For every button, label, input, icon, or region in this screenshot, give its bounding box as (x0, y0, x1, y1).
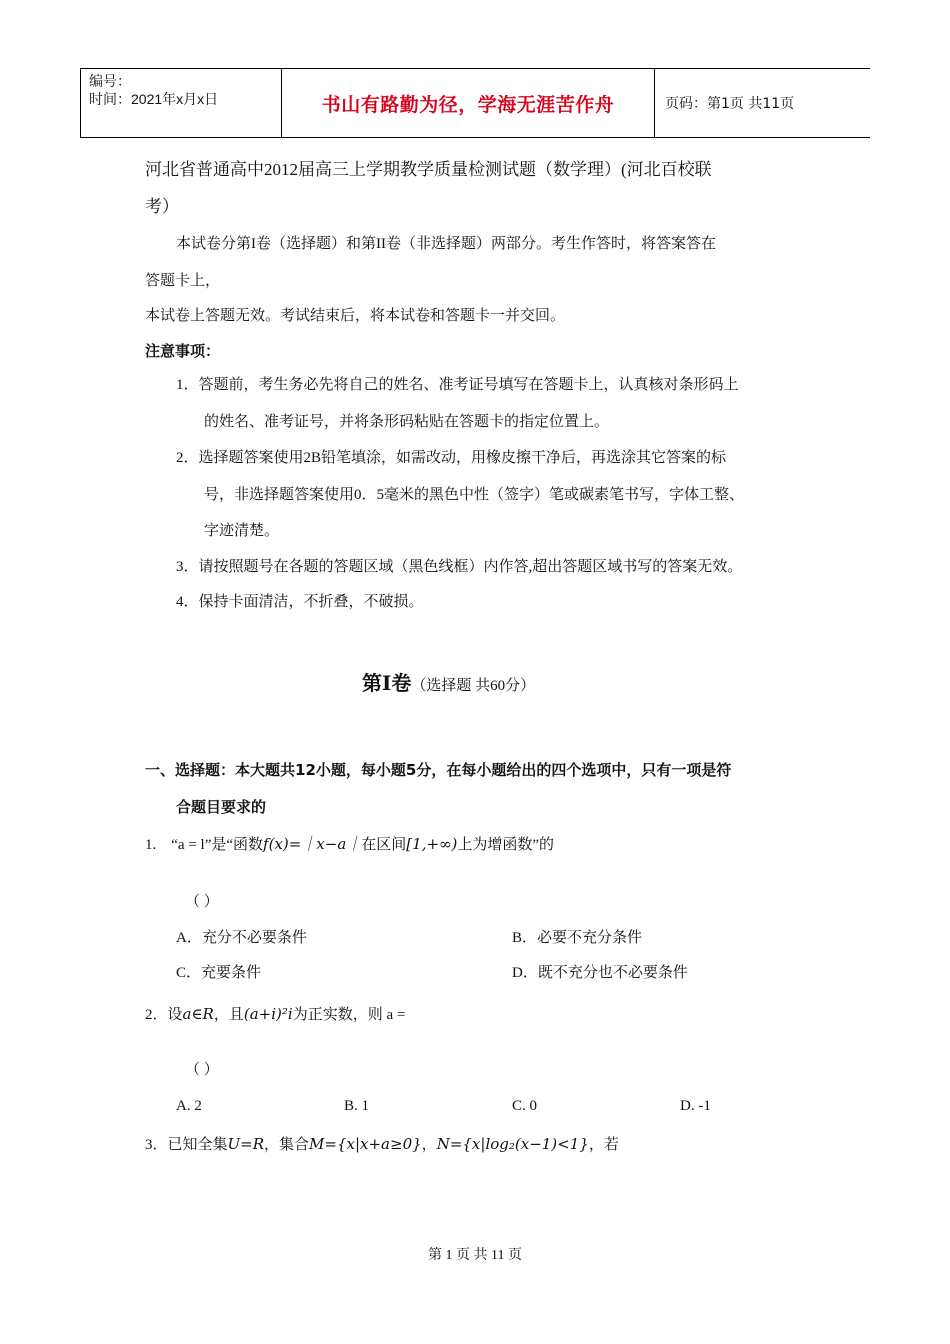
question-1-answer-paren: （ ） (185, 894, 219, 910)
question-2-text-a: ，且 (213, 1007, 244, 1023)
question-1 (145, 834, 554, 855)
document-title-line2: 考） (145, 197, 179, 216)
question-3 (145, 1134, 619, 1155)
question-1-text-c: 上为增函数”的 (457, 837, 555, 853)
question-2 (145, 1004, 405, 1025)
question-2-option-d: D. -1 (680, 1098, 711, 1114)
question-2-option-b: B. 1 (344, 1098, 370, 1114)
document-title-line1: 河北省普通高中2012届高三上学期教学质量检测试题（数学理）(河北百校联 (145, 160, 712, 179)
question-1-interval: [1,+∞) (406, 835, 458, 853)
part1-heading-line1: 一、选择题：本大题共12小题，每小题5分，在每小题给出的四个选项中，只有一项是符 (145, 761, 732, 779)
question-1-option-d: D．既不充分也不必要条件 (512, 965, 688, 981)
question-1-text-a: “a = l”是“函数 (171, 837, 264, 853)
note-1a: 1．答题前，考生务必先将自己的姓名、准考证号填写在答题卡上，认真核对条形码上 (176, 377, 739, 393)
question-3-set-n: N={x|log₂(x−1)<1} (436, 1135, 589, 1153)
question-3-universal-set: U=R (227, 1135, 265, 1153)
page-header (80, 68, 870, 138)
question-2-text-b: 为正实数，则 a = (292, 1007, 406, 1023)
intro-line1: 本试卷分第I卷（选择题）和第II卷（非选择题）两部分。考生作答时，将答案答在 (176, 236, 716, 252)
question-1-text-b: 在区间 (361, 837, 407, 853)
notes-title: 注意事项： (145, 342, 221, 360)
question-2-option-a: A. 2 (176, 1098, 202, 1114)
document-number-label: 编号： (89, 73, 131, 89)
question-1-function: f(x)=｜x−a｜ (263, 835, 362, 853)
question-2-number: 2．设 (145, 1007, 183, 1023)
question-2-answer-paren: （ ） (185, 1062, 219, 1078)
note-3: 3．请按照题号在各题的答题区域（黑色线框）内作答,超出答题区域书写的答案无效。 (176, 559, 743, 575)
question-2-expression: (a+i)²i (243, 1005, 293, 1023)
question-2-condition: a∈R (182, 1005, 214, 1023)
header-motto: 书山有路勤为径，学海无涯苦作舟 (282, 69, 655, 137)
part1-heading-line2: 合题目要求的 (176, 798, 267, 816)
note-2b: 号，非选择题答案使用0．5毫米的黑色中性（签字）笔或碳素笔书写，字体工整、 (204, 487, 745, 503)
header-page-info: 页码：第1页 共11页 (665, 96, 795, 112)
section-subtitle: （选择题 共60分） (411, 678, 536, 694)
question-2-option-c: C. 0 (512, 1098, 538, 1114)
note-1b: 的姓名、准考证号，并将条形码粘贴在答题卡的指定位置上。 (204, 414, 610, 430)
question-3-text-a: ，集合 (264, 1137, 310, 1153)
question-1-option-c: C．充要条件 (176, 965, 262, 981)
note-2c: 字迹清楚。 (204, 523, 280, 539)
question-1-option-b: B．必要不充分条件 (512, 930, 643, 946)
note-2a: 2．选择题答案使用2B铅笔填涂，如需改动，用橡皮擦干净后，再选涂其它答案的标 (176, 450, 727, 466)
question-3-text-c: ，若 (588, 1137, 619, 1153)
intro-line2: 答题卡上， (145, 273, 221, 289)
question-3-text-b: ， (421, 1137, 437, 1153)
question-3-set-m: M={x|x+a≥0} (309, 1135, 422, 1153)
section-title: 第Ⅰ卷 (362, 673, 412, 695)
document-time-label: 时间：2021年x月x日 (89, 91, 219, 107)
section-heading (362, 674, 535, 696)
page-footer: 第 1 页 共 11 页 (428, 1248, 522, 1263)
header-meta (80, 69, 282, 137)
question-3-number: 3．已知全集 (145, 1137, 228, 1153)
question-1-option-a: A．充分不必要条件 (176, 930, 307, 946)
question-1-number: 1. (145, 837, 157, 853)
note-4: 4．保持卡面清洁，不折叠，不破损。 (176, 594, 424, 610)
intro-line3: 本试卷上答题无效。考试结束后，将本试卷和答题卡一并交回。 (145, 308, 566, 324)
